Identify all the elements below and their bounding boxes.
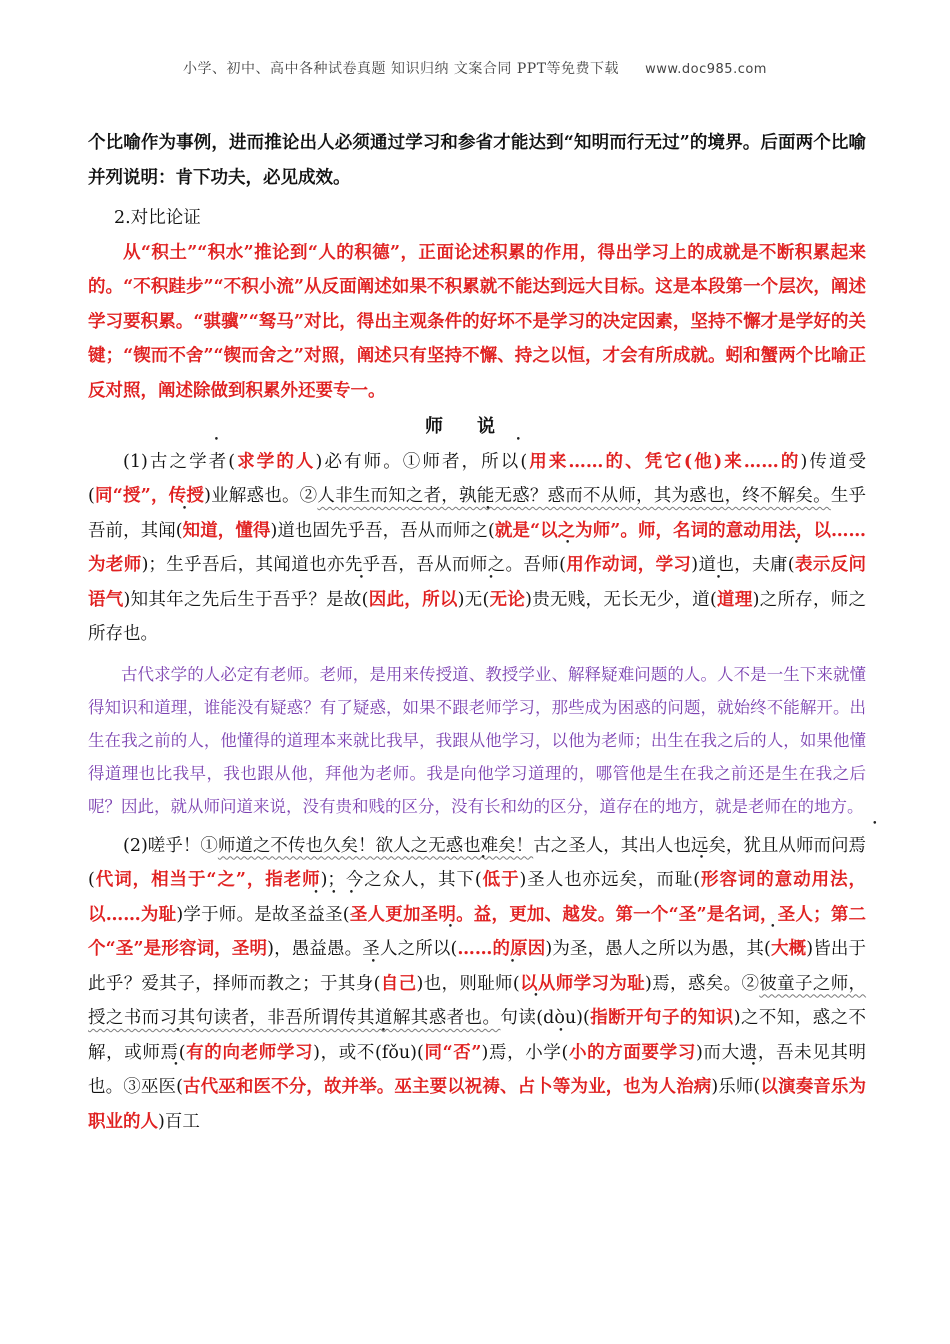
note: 就是“以之为师”。师，名词的意动用法，以……为老师	[88, 520, 867, 575]
emphasized-term: 下	[456, 870, 475, 890]
emphasized-term: 耻	[674, 870, 694, 890]
text-run: 古之圣人，其出人也远矣，犹且从师而问	[533, 835, 849, 856]
essay-title: 师说	[425, 416, 529, 437]
emphasized-term: 道	[692, 589, 710, 610]
emphasized-term: 圣	[325, 904, 343, 925]
text-run: (fǒu)(	[375, 1042, 424, 1063]
section-heading-contrast: 2.对比论证	[114, 208, 201, 228]
text-run: (2)嗟乎！①	[123, 835, 218, 856]
note: 古代巫和医不分，故并举。巫主要以祝祷、占卜等为业，也为人治病	[182, 1077, 712, 1097]
note: 同“否”	[423, 1042, 482, 1063]
text-run: )，或	[313, 1042, 357, 1063]
text-run: (	[693, 870, 701, 890]
text-run: (	[178, 1042, 186, 1063]
text-run: (	[474, 870, 482, 890]
text-run: (	[764, 939, 771, 959]
note: 用来……的、凭它(他)来……的	[527, 451, 801, 472]
emphasized-term: 庸	[769, 555, 788, 575]
text-run: (	[487, 520, 495, 541]
note: 无论	[489, 589, 526, 610]
text-run: (	[373, 973, 381, 994]
note: 圣人更加圣明。益，更加、越发。第一个“圣”是名词，圣人；第二个“圣”是形容词，圣明	[88, 904, 867, 959]
text-run: (1)古之	[123, 451, 190, 472]
text-run: )而大遗，吾未见其明也。③	[88, 1042, 867, 1097]
intro-paragraph: 个比喻作为事例，进而推论出人必须通过学习和参省才能达到“知明而行无过”的境界。后面两个比喻并列说明：肯下功夫，必见成效。	[88, 133, 866, 188]
note: 表示反问语气	[88, 555, 867, 610]
note: 大概	[770, 939, 807, 959]
text-run: )必有师。①师者，	[315, 451, 482, 472]
text-run: )道也，夫	[691, 555, 770, 575]
text-run: (	[753, 1077, 761, 1097]
text-run: )，愚益愚。圣人之	[267, 939, 416, 959]
text-run: )为圣，愚人之所以为愚，	[545, 939, 747, 959]
text-run: )焉，	[481, 1042, 526, 1063]
note: 以从师学习为耻	[519, 973, 646, 994]
text-run: )知其年之先后生于吾乎？	[123, 589, 327, 610]
text-run: (	[88, 870, 95, 890]
text-run: (	[175, 520, 183, 541]
emphasized-term: 不	[356, 1042, 376, 1063]
text-run: (	[520, 451, 528, 472]
text-run: )也，则	[416, 973, 478, 994]
emphasized-term: 所以	[415, 939, 451, 959]
emphasized-term: 师	[541, 555, 560, 575]
text-run: )道也固先乎吾，吾从而	[270, 520, 453, 541]
text-run: )之所存，师之所存也。	[88, 589, 867, 644]
emphasized-term: 师之	[452, 520, 488, 541]
emphasized-term: 无	[464, 589, 483, 610]
emphasized-term: 其	[746, 939, 765, 959]
contrast-analysis-paragraph: 从“积土”“积水”推论到“人的积德”，正面论述积累的作用，得出学习上的成就是不断积累起来的。“不积跬步”“不积小流”从反面阐述如果不积累就不能达到远大目标。这是本段第一个层次，阐述学习要积累。“骐骥”“驽马”对比，得出主观条件的好坏不是学习的决定因素，坚持不懈才是学好的关键；“锲而不舍”“锲而舍之”对照，阐述只有坚持不懈、持之以恒，才会有所成就。蚓和蟹两个比喻正反对照，阐述除做到积累外还要专一。	[88, 242, 866, 401]
emphasized-term: 耻师	[477, 973, 513, 994]
text-run: (dòu)(	[536, 1008, 590, 1028]
header-site-link[interactable]: www.doc985.com	[645, 62, 767, 77]
text-run: (	[709, 589, 717, 610]
note: 自己	[380, 973, 417, 994]
text-run: (	[450, 939, 458, 959]
text-run: )；生乎吾后，其闻道也亦先乎吾，吾从而师之。吾	[141, 555, 542, 575]
note: 以演奏音乐为职业的人	[88, 1077, 867, 1132]
essay-paragraph-1	[88, 445, 866, 652]
text-run: )之不知，惑之不解，或	[88, 1008, 867, 1063]
text-run: (	[342, 904, 350, 925]
emphasized-term: 益	[307, 904, 326, 925]
text-run: )业解惑也。②	[204, 486, 318, 506]
text-run: (	[559, 555, 566, 575]
note: 同“授”，传授	[94, 486, 205, 506]
emphasized-term: 句读	[500, 1008, 537, 1028]
emphasized-term: 所以	[481, 451, 521, 472]
essay-paragraph-2	[88, 829, 866, 1140]
key-sentence: 彼童子之师，授之书而习其句读者，非吾所谓传其道解其惑者也。	[88, 973, 867, 1028]
text-run: )焉，惑矣。②	[645, 973, 760, 994]
note: 小的方面要学习	[568, 1042, 696, 1063]
text-run: (	[361, 589, 369, 610]
text-run: (	[561, 1042, 569, 1063]
note: 形容词的意动用法，以……为耻	[88, 870, 867, 925]
key-sentence: 人非生而知之者，孰能无惑？惑而不从师，其为惑也，终不解矣。	[317, 486, 831, 506]
emphasized-term: 巫医	[140, 1077, 177, 1097]
text-run: 生乎吾前，其	[88, 486, 867, 541]
emphasized-term: 乐师	[718, 1077, 754, 1097]
text-run: )皆出于此乎？爱其子，择师而教之；于	[88, 939, 867, 994]
text-run: )贵无贱，无长无少，	[525, 589, 693, 610]
text-run: )百工	[158, 1111, 200, 1132]
emphasized-term: 其身	[337, 973, 374, 994]
emphasized-term: 学	[189, 451, 209, 472]
note: 有的向老师学习	[185, 1042, 314, 1063]
emphasized-term: 焉	[848, 835, 866, 856]
note: 低于	[481, 870, 520, 890]
emphasized-term: 是故	[326, 589, 362, 610]
emphasized-term: 闻	[158, 520, 176, 541]
note: 因此，所以	[368, 589, 458, 610]
text-run: 者(	[208, 451, 236, 472]
document-body	[88, 126, 866, 1139]
text-run: )；今之众人，其	[320, 870, 457, 890]
emphasized-term: 圣	[289, 904, 308, 925]
emphasized-term: 小学	[525, 1042, 562, 1063]
note: 指断开句子的知识	[589, 1008, 734, 1028]
text-run: (	[176, 1077, 183, 1097]
text-run: (	[512, 973, 520, 994]
text-run: )	[457, 589, 465, 610]
text-run: )圣人也亦远矣，而	[519, 870, 675, 890]
key-sentence: 师道之不传也久矣！欲人之无惑也难矣！	[217, 835, 534, 856]
note: 道理	[716, 589, 753, 610]
note: 求学的人	[235, 451, 316, 472]
text-run: )	[711, 1077, 719, 1097]
page-header	[0, 58, 950, 78]
note: 知道，懂得	[182, 520, 271, 541]
header-text: 小学、初中、高中各种试卷真题 知识归纳 文案合同 PPT等免费下载	[183, 61, 620, 77]
note: ……的原因	[457, 939, 546, 959]
text-run: )传道受(	[88, 451, 867, 506]
translation-paragraph-1: 古代求学的人必定有老师。老师，是用来传授道、教授学业、解释疑难问题的人。人不是一生下来就懂得知识和道理，谁能没有疑惑？有了疑惑，如果不跟老师学习，那些成为困惑的问题，就始终不能解开。出生在我之前的人，他懂得的道理本来就比我早，我跟从他学习，以他为老师；出生在我之后的人，如果他懂得道理也比我早，我也跟从他，拜他为老师。我是向他学习道理的，哪管他是生在我之前还是生在我之后呢？因此，就从师问道来说，没有贵和贱的区分，没有长和幼的区分，道存在的地方，就是老师在的地方。	[88, 664, 866, 816]
note: 用作动词，学习	[565, 555, 692, 575]
emphasized-term: 师焉	[142, 1042, 179, 1063]
text-run: (	[482, 589, 490, 610]
text-run: )学于师。是故	[176, 904, 290, 925]
note: 代词，相当于“之”，指老师	[94, 870, 321, 890]
text-run: (	[787, 555, 795, 575]
